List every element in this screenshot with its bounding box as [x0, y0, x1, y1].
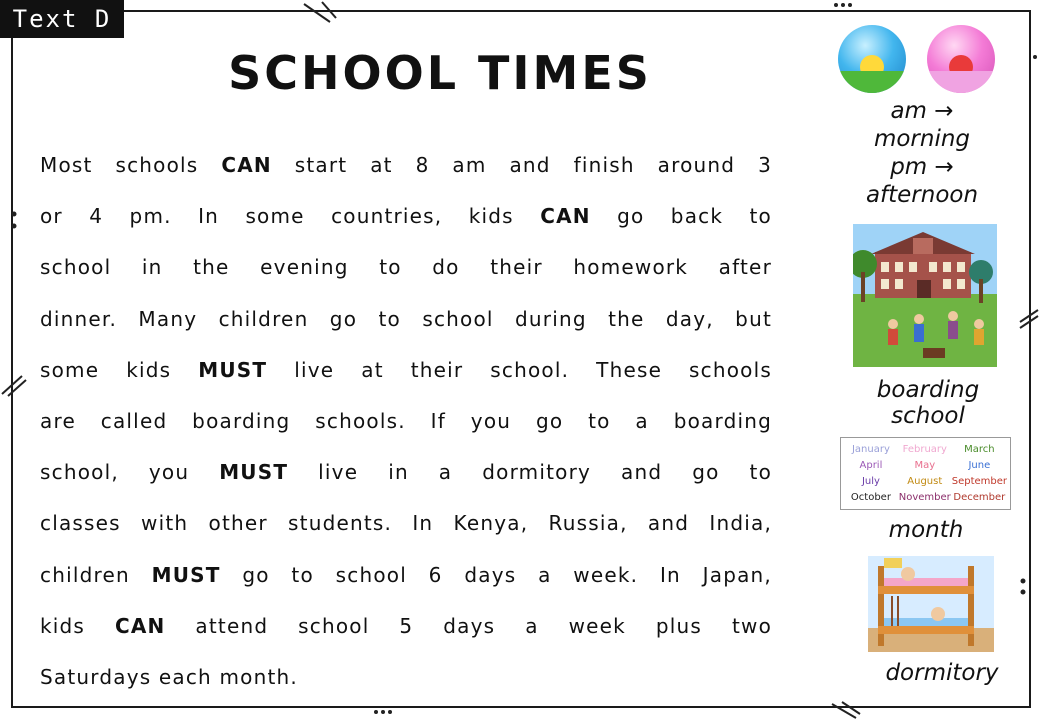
month-september: September — [951, 476, 1007, 488]
paragraph-text: or 4 pm. In some countries, kids — [40, 204, 541, 229]
month-april: April — [859, 459, 883, 471]
paragraph-text: are called boarding schools. If you go to a boarding — [40, 408, 772, 433]
doodle-marks-top — [300, 0, 340, 24]
doodle-dots-right — [1016, 576, 1030, 598]
dormitory-label: dormitory — [885, 660, 999, 686]
month-july: July — [861, 476, 880, 488]
dormitory-image — [868, 556, 994, 652]
doodle-dots-bottom — [370, 706, 400, 718]
paragraph-text: live in a dormitory and go to — [288, 460, 772, 485]
doodle-marks-left — [0, 372, 28, 398]
emphasized-modal-verb: MUST — [198, 357, 268, 382]
paragraph-line — [40, 140, 772, 191]
paragraph-text: school, you — [40, 460, 220, 485]
paragraph-text: classes with other students. In Kenya, Russia, and India, — [40, 511, 772, 536]
month-august: August — [907, 476, 943, 488]
month-january: January — [851, 443, 890, 455]
paragraph-line — [40, 345, 772, 396]
text-label-tag: Text D — [0, 0, 124, 38]
paragraph-text: go back to — [590, 204, 772, 229]
boarding-label: boarding — [876, 377, 980, 403]
emphasized-modal-verb: MUST — [219, 460, 289, 485]
morning-label: morning — [873, 126, 971, 152]
paragraph-text: children — [40, 562, 152, 587]
sunrise-icon — [838, 25, 906, 93]
doodle-dots-left — [8, 208, 20, 234]
paragraph-line — [40, 652, 772, 703]
paragraph-line — [40, 242, 772, 293]
afternoon-label: afternoon — [865, 182, 979, 208]
paragraph-line — [40, 294, 772, 345]
am-label: am → — [890, 98, 954, 124]
month-june: June — [968, 459, 991, 471]
month-february: February — [902, 443, 947, 455]
school-label: school — [891, 403, 965, 429]
doodle-dot-top-right — [1030, 52, 1040, 62]
month-label: month — [888, 517, 964, 543]
pm-label: pm → — [890, 154, 954, 180]
paragraph-text: school in the evening to do their homework after — [40, 255, 772, 280]
doodle-marks-right — [1018, 306, 1040, 330]
doodle-dots-top-right — [830, 0, 860, 10]
sunset-icon — [927, 25, 995, 93]
paragraph-line — [40, 601, 772, 652]
month-may: May — [914, 459, 936, 471]
month-november: November — [898, 492, 951, 504]
paragraph-text: Most schools — [40, 153, 222, 177]
paragraph-text: attend school 5 days a week plus two — [165, 613, 773, 638]
main-paragraph — [40, 140, 772, 703]
emphasized-modal-verb: CAN — [115, 613, 166, 638]
page-title: SCHOOL TIMES — [228, 46, 652, 100]
paragraph-text: kids — [40, 613, 115, 638]
doodle-marks-bottom — [828, 700, 862, 720]
month-october: October — [850, 492, 891, 504]
paragraph-text: dinner. Many children go to school during the day, but — [40, 306, 772, 331]
paragraph-text: some kids — [40, 357, 199, 382]
emphasized-modal-verb: MUST — [151, 562, 221, 587]
paragraph-line — [40, 498, 772, 549]
paragraph-text: Saturdays each month. — [40, 664, 298, 689]
paragraph-line — [40, 447, 772, 498]
months-image — [840, 437, 1011, 510]
paragraph-text: start at 8 am and finish around 3 — [271, 153, 772, 177]
paragraph-text: go to school 6 days a week. In Japan, — [220, 562, 772, 587]
month-december: December — [953, 492, 1006, 504]
paragraph-text: live at their school. These schools — [267, 357, 772, 382]
emphasized-modal-verb: CAN — [221, 153, 272, 177]
paragraph-line — [40, 550, 772, 601]
month-march: March — [964, 443, 995, 455]
emphasized-modal-verb: CAN — [540, 204, 591, 229]
paragraph-line — [40, 191, 772, 242]
paragraph-line — [40, 396, 772, 447]
boarding-school-image — [853, 224, 997, 367]
